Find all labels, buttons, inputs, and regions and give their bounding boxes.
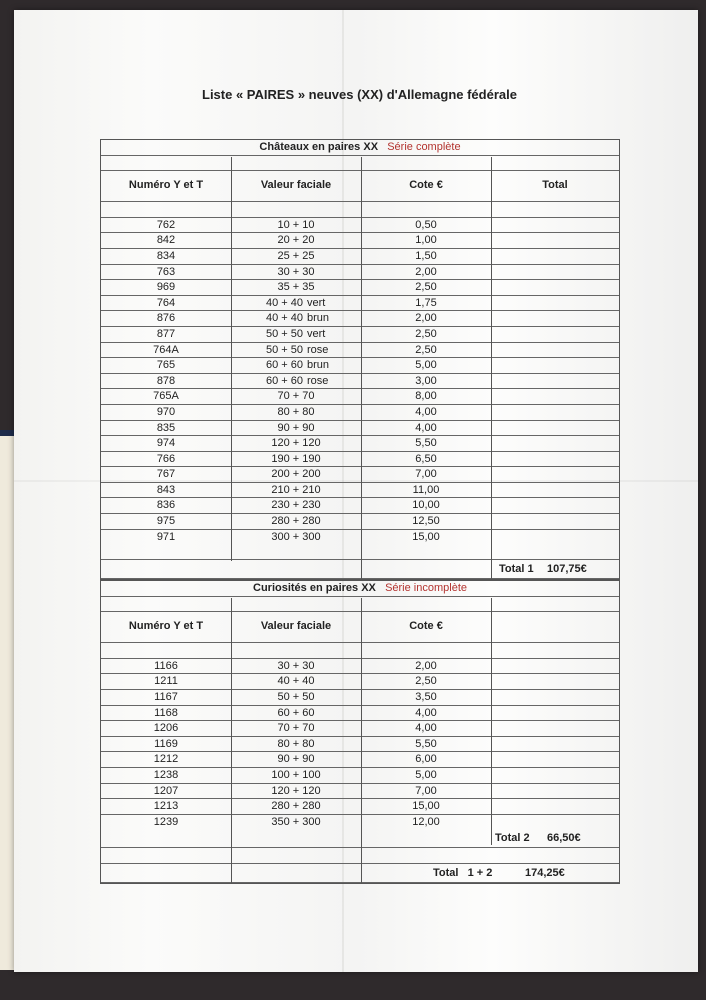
- cell-valeur: 70 + 70: [277, 722, 315, 735]
- cell-valeur: 100 + 100: [271, 768, 321, 781]
- cell-valeur: 90 + 90: [277, 421, 315, 434]
- cell-valeur-amount: 60 + 60: [265, 374, 303, 387]
- cell-numero: 842: [156, 234, 176, 247]
- cell-cote: 15,00: [412, 530, 440, 543]
- cell-cote: 6,00: [415, 753, 437, 766]
- table-row: [101, 296, 619, 312]
- cell-cote: 4,00: [415, 405, 437, 418]
- cell-cote: 12,00: [412, 815, 440, 828]
- cell-numero: 969: [156, 281, 176, 294]
- cell-numero: 1213: [153, 800, 179, 813]
- cell-cote: 5,00: [415, 768, 437, 781]
- cell-valeur: 120 + 120: [271, 784, 321, 797]
- table-row: [101, 343, 619, 359]
- section2-heading: [101, 581, 619, 595]
- cell-valeur: 200 + 200: [271, 468, 321, 481]
- cell-cote: 5,00: [415, 359, 437, 372]
- cell-numero: 767: [156, 468, 176, 481]
- cell-cote: 2,50: [415, 343, 437, 356]
- section1-header-row: [101, 171, 619, 202]
- cell-numero: 762: [156, 218, 176, 231]
- header-cote: Cote €: [409, 620, 443, 633]
- table-row: [101, 280, 619, 296]
- cell-numero: 836: [156, 499, 176, 512]
- cell-valeur-amount: 50 + 50: [265, 327, 303, 340]
- cell-valeur: 35 + 35: [277, 281, 315, 294]
- section2-title: Curiosités en paires XX: [253, 582, 376, 594]
- cell-cote: 5,50: [415, 737, 437, 750]
- cell-cote: 8,00: [415, 390, 437, 403]
- cell-cote: 2,00: [415, 659, 437, 672]
- cell-valeur: 25 + 25: [277, 249, 315, 262]
- cell-valeur: 30 + 30: [277, 265, 315, 278]
- cell-numero: 970: [156, 405, 176, 418]
- spacer-row: [101, 643, 619, 659]
- table-row: [101, 421, 619, 437]
- cell-valeur-amount: 60 + 60: [265, 359, 303, 372]
- header-numero: Numéro Y et T: [128, 620, 204, 633]
- cell-cote: 1,00: [415, 234, 437, 247]
- table-row: [101, 530, 619, 545]
- cell-valeur-amount: 40 + 40: [265, 296, 303, 309]
- section2-note: Série incomplète: [385, 582, 467, 594]
- cell-valeur-color: vert: [307, 327, 326, 340]
- cell-cote: 1,75: [415, 296, 437, 309]
- col-divider: [231, 598, 232, 883]
- cell-valeur: 120 + 120: [271, 437, 321, 450]
- cell-numero: 971: [156, 530, 176, 543]
- table-row: [101, 483, 619, 499]
- table-row: [101, 737, 619, 753]
- table-row: [101, 498, 619, 514]
- cell-numero: 763: [156, 265, 176, 278]
- cell-cote: 1,50: [415, 249, 437, 262]
- spacer-row: [101, 156, 619, 172]
- cell-valeur: 230 + 230: [271, 499, 321, 512]
- header-total: Total: [542, 179, 568, 192]
- cell-valeur: 190 + 190: [271, 452, 321, 465]
- page-title: Liste « PAIRES » neuves (XX) d'Allemagne fédérale: [202, 87, 517, 102]
- cell-valeur-color: vert: [307, 296, 326, 309]
- cell-cote: 15,00: [412, 800, 440, 813]
- cell-valeur: 280 + 280: [271, 800, 321, 813]
- table-row: [101, 405, 619, 421]
- table-row: [101, 452, 619, 468]
- cell-valeur: 300 + 300: [271, 530, 321, 543]
- section1-note: Série complète: [387, 141, 461, 153]
- spacer-row: [101, 848, 619, 864]
- cell-numero: 878: [156, 374, 176, 387]
- cell-numero: 1212: [153, 753, 179, 766]
- table-row: [101, 436, 619, 452]
- cell-valeur-color: brun: [307, 359, 330, 372]
- cell-cote: 11,00: [412, 483, 440, 496]
- cell-valeur: [231, 327, 361, 341]
- cell-numero: 1239: [153, 815, 179, 828]
- cell-cote: 4,00: [415, 722, 437, 735]
- cell-cote: 2,50: [415, 281, 437, 294]
- cell-numero: 765A: [153, 390, 179, 403]
- cell-valeur: 210 + 210: [271, 483, 321, 496]
- cell-numero: 975: [156, 515, 176, 528]
- table-row: [101, 311, 619, 327]
- table-row: [101, 752, 619, 768]
- grand-total-label: Total 1 + 2: [433, 866, 493, 879]
- spacer-row: [101, 597, 619, 613]
- cell-valeur: 80 + 80: [277, 737, 315, 750]
- cell-cote: 2,00: [415, 265, 437, 278]
- cell-cote: 2,00: [415, 312, 437, 325]
- cell-valeur-amount: 40 + 40: [265, 312, 303, 325]
- table-row: [101, 389, 619, 405]
- cell-valeur: 30 + 30: [277, 659, 315, 672]
- cell-numero: 765: [156, 359, 176, 372]
- cell-cote: 5,50: [415, 437, 437, 450]
- cell-cote: 2,50: [415, 327, 437, 340]
- table-row: [101, 799, 619, 815]
- cell-valeur-color: rose: [307, 374, 329, 387]
- table-row: [101, 706, 619, 722]
- col-divider: [491, 157, 492, 579]
- table-row: [101, 374, 619, 390]
- table-row: [101, 233, 619, 249]
- table-row: [101, 249, 619, 265]
- cell-valeur: 350 + 300: [271, 815, 321, 828]
- cell-valeur: [231, 296, 361, 310]
- cell-cote: 0,50: [415, 218, 437, 231]
- spacer-row: [101, 544, 619, 560]
- cell-numero: 1169: [154, 737, 178, 750]
- table-row: [101, 721, 619, 737]
- cell-numero: 1206: [153, 722, 179, 735]
- section2-header-row: [101, 612, 619, 643]
- cell-valeur: 280 + 280: [271, 515, 321, 528]
- col-divider: [231, 157, 232, 561]
- table-row: [101, 768, 619, 784]
- table-row: [101, 659, 619, 675]
- cell-numero: 877: [156, 327, 176, 340]
- cell-valeur: 80 + 80: [277, 405, 315, 418]
- cell-cote: 6,50: [415, 452, 437, 465]
- table-row: [101, 690, 619, 706]
- table-row: [101, 467, 619, 483]
- cell-numero: 1207: [153, 784, 179, 797]
- cell-cote: 3,00: [415, 374, 437, 387]
- cell-valeur: 70 + 70: [277, 390, 315, 403]
- cell-valeur-amount: 50 + 50: [265, 343, 303, 356]
- grand-total-row: [101, 864, 619, 883]
- cell-valeur: [231, 358, 361, 372]
- cell-valeur: 90 + 90: [277, 753, 315, 766]
- cell-numero: 764A: [153, 343, 179, 356]
- cell-numero: 1238: [153, 768, 179, 781]
- header-cote: Cote €: [409, 179, 443, 192]
- col-divider: [361, 598, 362, 883]
- cell-valeur-color: rose: [307, 343, 329, 356]
- cell-numero: 1168: [154, 706, 178, 719]
- cell-valeur: 10 + 10: [277, 218, 315, 231]
- spacer-row: [101, 202, 619, 218]
- chateaux-table: [100, 139, 620, 580]
- total2-value: 66,50€: [547, 832, 581, 845]
- cell-valeur: [231, 374, 361, 388]
- cell-numero: 835: [156, 421, 176, 434]
- table-row: [101, 265, 619, 281]
- cell-numero: 766: [156, 452, 176, 465]
- cell-cote: 2,50: [415, 675, 437, 688]
- total2-label: Total 2: [495, 832, 530, 845]
- section1-heading-row: [101, 140, 619, 156]
- cell-cote: 4,00: [415, 706, 437, 719]
- header-numero: Numéro Y et T: [128, 179, 204, 192]
- table-row: [101, 815, 619, 830]
- cell-numero: 764: [156, 296, 176, 309]
- table-row: [101, 218, 619, 234]
- cell-cote: 4,00: [415, 421, 437, 434]
- col-divider: [361, 157, 362, 579]
- curiosites-table: [100, 580, 620, 884]
- header-valeur: Valeur faciale: [260, 620, 332, 633]
- cell-valeur: [231, 311, 361, 325]
- cell-valeur: 60 + 60: [277, 706, 315, 719]
- cell-valeur: 50 + 50: [277, 690, 315, 703]
- section2-total-row: [101, 829, 619, 848]
- cell-cote: 10,00: [412, 499, 440, 512]
- cell-valeur-color: brun: [307, 312, 330, 325]
- table-row: [101, 784, 619, 800]
- total1-value: 107,75€: [547, 562, 587, 575]
- section1-heading: [101, 140, 619, 154]
- cell-numero: 1167: [154, 690, 178, 703]
- header-valeur: Valeur faciale: [260, 179, 332, 192]
- cell-cote: 3,50: [415, 690, 437, 703]
- table-row: [101, 514, 619, 530]
- table-row: [101, 674, 619, 690]
- cell-numero: 1211: [154, 675, 178, 688]
- grand-total-value: 174,25€: [525, 866, 565, 879]
- cell-valeur: [231, 343, 361, 357]
- col-divider: [491, 598, 492, 845]
- total1-label: Total 1: [499, 562, 534, 575]
- cell-numero: 834: [156, 249, 176, 262]
- cell-numero: 1166: [154, 659, 178, 672]
- section2-heading-row: [101, 581, 619, 597]
- section1-title: Châteaux en paires XX: [259, 141, 379, 153]
- table-row: [101, 327, 619, 343]
- cell-numero: 843: [156, 483, 176, 496]
- table-row: [101, 358, 619, 374]
- cell-numero: 876: [156, 312, 176, 325]
- cell-cote: 7,00: [415, 784, 437, 797]
- cell-valeur: 40 + 40: [277, 675, 315, 688]
- cell-numero: 974: [156, 437, 176, 450]
- cell-cote: 7,00: [415, 468, 437, 481]
- cell-valeur: 20 + 20: [277, 234, 315, 247]
- cell-cote: 12,50: [412, 515, 440, 528]
- section1-total-row: [101, 560, 619, 579]
